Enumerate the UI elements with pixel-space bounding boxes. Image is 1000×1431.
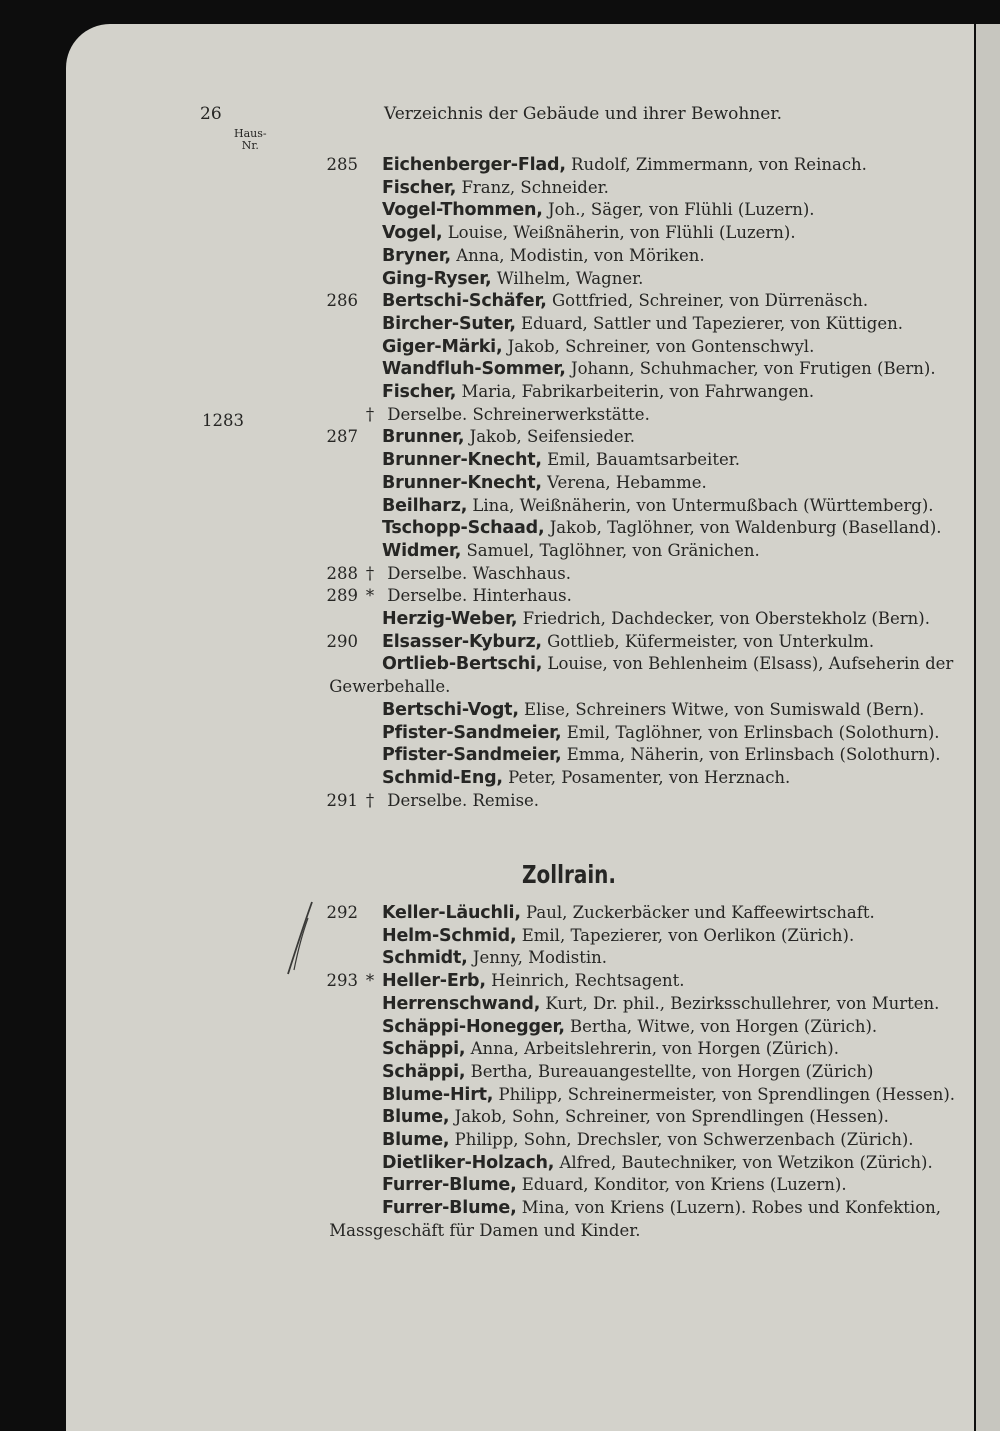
entry-row bbox=[324, 290, 984, 312]
resident-details: Massgeschäft für Damen und Kinder. bbox=[329, 1220, 641, 1240]
entry-row bbox=[324, 1174, 984, 1196]
entry-row bbox=[324, 1129, 984, 1151]
resident-details: Emil, Taglöhner, von Erlinsbach (Solothurn). bbox=[566, 722, 940, 742]
resident-name: Brunner-Knecht, bbox=[382, 472, 542, 493]
resident-name: Beilharz, bbox=[382, 495, 468, 516]
entry-row bbox=[324, 699, 984, 721]
directory-page bbox=[66, 24, 974, 1431]
resident-details: Kurt, Dr. phil., Bezirksschullehrer, von Murten. bbox=[545, 993, 940, 1013]
entry-row bbox=[324, 563, 984, 585]
resident-details: Franz, Schneider. bbox=[461, 177, 609, 197]
entry-row bbox=[324, 199, 984, 221]
entry-row bbox=[324, 1084, 984, 1106]
resident-details: Samuel, Taglöhner, von Gränichen. bbox=[466, 540, 760, 560]
entry-mark: * bbox=[365, 971, 375, 991]
resident-details: Wilhelm, Wagner. bbox=[496, 268, 644, 288]
column-label-line1: Haus- bbox=[234, 127, 267, 140]
entry-row bbox=[324, 1106, 984, 1128]
resident-name: Pfister-Sandmeier, bbox=[382, 722, 562, 743]
resident-name: Schmidt, bbox=[382, 948, 468, 969]
resident-name: Blume-Hirt, bbox=[382, 1084, 494, 1105]
entry-row bbox=[324, 154, 984, 176]
entry-row bbox=[324, 404, 984, 426]
resident-details: Paul, Zuckerbäcker und Kaffeewirtschaft. bbox=[526, 903, 875, 922]
house-number: 293 bbox=[326, 971, 358, 991]
resident-details: Eduard, Konditor, von Kriens (Luzern). bbox=[521, 1175, 847, 1195]
house-number: 288 bbox=[326, 563, 358, 583]
entry-row bbox=[324, 449, 984, 471]
resident-details: Derselbe. Hinterhaus. bbox=[387, 586, 572, 606]
resident-name: Bircher-Suter, bbox=[382, 313, 516, 334]
resident-details: Elise, Schreiners Witwe, von Sumiswald (Bern). bbox=[524, 699, 925, 719]
entry-row bbox=[324, 1220, 984, 1242]
resident-details: Jakob, Sohn, Schreiner, von Sprendlingen (Hessen). bbox=[454, 1107, 889, 1127]
resident-name: Pfister-Sandmeier, bbox=[382, 745, 562, 766]
entry-row bbox=[324, 925, 984, 947]
resident-details: Jakob, Taglöhner, von Waldenburg (Baselland). bbox=[549, 518, 942, 538]
page-title: Verzeichnis der Gebäude und ihrer Bewohner. bbox=[384, 104, 783, 124]
house-number: 289 bbox=[326, 586, 358, 606]
house-number: 292 bbox=[326, 903, 358, 922]
entry-row bbox=[324, 426, 984, 448]
resident-name: Furrer-Blume, bbox=[382, 1198, 517, 1219]
entry-row bbox=[324, 517, 984, 539]
resident-details: Louise, von Behlenheim (Elsass), Aufseherin der bbox=[547, 654, 954, 674]
resident-details: Bertha, Witwe, von Horgen (Zürich). bbox=[570, 1016, 878, 1036]
entry-row bbox=[324, 268, 984, 290]
entry-row bbox=[324, 676, 984, 698]
resident-details: Philipp, Sohn, Drechsler, von Schwerzenbach (Zürich). bbox=[454, 1130, 914, 1149]
column-label-line2: Nr. bbox=[241, 139, 259, 152]
resident-name: Wandfluh-Sommer, bbox=[382, 359, 566, 380]
resident-name: Fischer, bbox=[382, 382, 457, 402]
resident-details: Derselbe. Remise. bbox=[387, 790, 540, 810]
entry-mark: † bbox=[365, 790, 375, 810]
resident-details: Alfred, Bautechniker, von Wetzikon (Zürich). bbox=[559, 1152, 933, 1172]
resident-name: Bertschi-Vogt, bbox=[382, 699, 519, 720]
entry-row bbox=[324, 631, 984, 653]
resident-name: Bertschi-Schäfer, bbox=[382, 291, 547, 312]
entry-row bbox=[324, 472, 984, 494]
entry-row bbox=[324, 790, 984, 812]
resident-name: Heller-Erb, bbox=[382, 971, 486, 992]
resident-name: Helm-Schmid, bbox=[382, 925, 517, 946]
resident-details: Gottlieb, Küfermeister, von Unterkulm. bbox=[547, 631, 875, 651]
entry-row bbox=[324, 1152, 984, 1174]
entry-row bbox=[324, 1016, 984, 1038]
resident-name: Ging-Ryser, bbox=[382, 268, 492, 289]
resident-name: Ortlieb-Bertschi, bbox=[382, 654, 543, 675]
entry-row bbox=[324, 540, 984, 562]
entry-row bbox=[324, 222, 984, 244]
house-number: 285 bbox=[326, 155, 358, 174]
resident-details: Lina, Weißnäherin, von Untermußbach (Württemberg). bbox=[472, 495, 934, 515]
resident-name: Keller-Läuchli, bbox=[382, 903, 521, 923]
house-number: 290 bbox=[326, 631, 358, 651]
entry-row bbox=[324, 495, 984, 517]
resident-details: Mina, von Kriens (Luzern). Robes und Konfektion, bbox=[521, 1198, 942, 1218]
entry-row bbox=[324, 177, 984, 199]
resident-name: Brunner-Knecht, bbox=[382, 450, 542, 471]
entry-row bbox=[324, 313, 984, 335]
entry-row bbox=[324, 902, 984, 924]
resident-details: Anna, Arbeitslehrerin, von Horgen (Zürich). bbox=[470, 1039, 839, 1059]
resident-details: Anna, Modistin, von Möriken. bbox=[456, 245, 705, 265]
resident-details: Gottfried, Schreiner, von Dürrenäsch. bbox=[552, 291, 869, 311]
entry-row bbox=[324, 1197, 984, 1219]
resident-name: Bryner, bbox=[382, 245, 452, 266]
resident-details: Emil, Tapezierer, von Oerlikon (Zürich). bbox=[521, 925, 855, 945]
resident-details: Jakob, Schreiner, von Gontenschwyl. bbox=[507, 336, 815, 356]
resident-name: Blume, bbox=[382, 1130, 450, 1150]
entry-mark: † bbox=[365, 404, 375, 424]
entry-row bbox=[324, 358, 984, 380]
page-number: 26 bbox=[200, 104, 222, 124]
house-number-column-label bbox=[234, 128, 267, 152]
resident-name: Herrenschwand, bbox=[382, 993, 541, 1014]
resident-details: Emma, Näherin, von Erlinsbach (Solothurn). bbox=[566, 745, 941, 765]
resident-name: Giger-Märki, bbox=[382, 336, 503, 357]
resident-name: Eichenberger-Flad, bbox=[382, 155, 566, 175]
entry-row bbox=[324, 381, 984, 403]
resident-name: Dietliker-Holzach, bbox=[382, 1152, 555, 1173]
resident-details: Heinrich, Rechtsagent. bbox=[491, 971, 685, 991]
resident-name: Widmer, bbox=[382, 540, 462, 561]
entry-row bbox=[324, 947, 984, 969]
entry-row bbox=[324, 1038, 984, 1060]
entry-mark: * bbox=[365, 586, 375, 606]
pencil-mark-icon bbox=[284, 900, 314, 980]
resident-name: Herzig-Weber, bbox=[382, 609, 518, 629]
entry-row bbox=[324, 767, 984, 789]
resident-name: Schäppi, bbox=[382, 1039, 466, 1060]
resident-name: Schäppi, bbox=[382, 1061, 466, 1082]
resident-details: Verena, Hebamme. bbox=[547, 472, 707, 492]
resident-name: Tschopp-Schaad, bbox=[382, 518, 545, 539]
resident-details: Maria, Fabrikarbeiterin, von Fahrwangen. bbox=[461, 382, 815, 401]
resident-details: Philipp, Schreinermeister, von Sprendlingen (Hessen). bbox=[498, 1084, 955, 1104]
entry-row bbox=[324, 1061, 984, 1083]
entry-row bbox=[324, 744, 984, 766]
resident-details: Johann, Schuhmacher, von Frutigen (Bern). bbox=[571, 359, 936, 379]
entry-mark: † bbox=[365, 563, 375, 583]
resident-details: Friedrich, Dachdecker, von Oberstekholz (Bern). bbox=[522, 609, 930, 628]
entry-row bbox=[324, 993, 984, 1015]
resident-name: Blume, bbox=[382, 1107, 450, 1128]
resident-details: Peter, Posamenter, von Herznach. bbox=[508, 767, 791, 787]
resident-name: Vogel, bbox=[382, 223, 443, 244]
resident-name: Fischer, bbox=[382, 177, 457, 198]
resident-name: Vogel-Thommen, bbox=[382, 200, 543, 221]
resident-details: Derselbe. Schreinerwerkstätte. bbox=[387, 404, 650, 424]
resident-details: Derselbe. Waschhaus. bbox=[387, 563, 571, 583]
resident-details: Eduard, Sattler und Tapezierer, von Küttigen. bbox=[521, 313, 903, 333]
resident-details: Rudolf, Zimmermann, von Reinach. bbox=[571, 155, 867, 174]
house-number: 287 bbox=[326, 427, 358, 447]
resident-details: Emil, Bauamtsarbeiter. bbox=[547, 450, 741, 470]
resident-name: Elsasser-Kyburz, bbox=[382, 631, 542, 652]
house-number: 291 bbox=[326, 790, 358, 810]
house-number: 286 bbox=[326, 291, 358, 311]
entry-row bbox=[324, 336, 984, 358]
resident-name: Schäppi-Honegger, bbox=[382, 1016, 565, 1037]
entry-row bbox=[324, 585, 984, 607]
resident-details: Gewerbehalle. bbox=[329, 677, 451, 697]
resident-details: Louise, Weißnäherin, von Flühli (Luzern). bbox=[447, 223, 796, 243]
resident-name: Brunner, bbox=[382, 427, 465, 448]
entry-row bbox=[324, 608, 984, 630]
resident-details: Bertha, Bureauangestellte, von Horgen (Zürich) bbox=[470, 1061, 874, 1081]
entry-row bbox=[324, 722, 984, 744]
resident-details: Jenny, Modistin. bbox=[472, 948, 608, 968]
entry-row bbox=[324, 653, 984, 675]
entry-row bbox=[324, 245, 984, 267]
resident-name: Furrer-Blume, bbox=[382, 1175, 517, 1196]
section-title: Zollrain. bbox=[522, 860, 617, 889]
entry-row bbox=[324, 970, 984, 992]
resident-details: Joh., Säger, von Flühli (Luzern). bbox=[548, 200, 815, 220]
left-margin-number: 1283 bbox=[202, 411, 244, 430]
resident-name: Schmid-Eng, bbox=[382, 767, 503, 788]
resident-details: Jakob, Seifensieder. bbox=[469, 427, 636, 447]
